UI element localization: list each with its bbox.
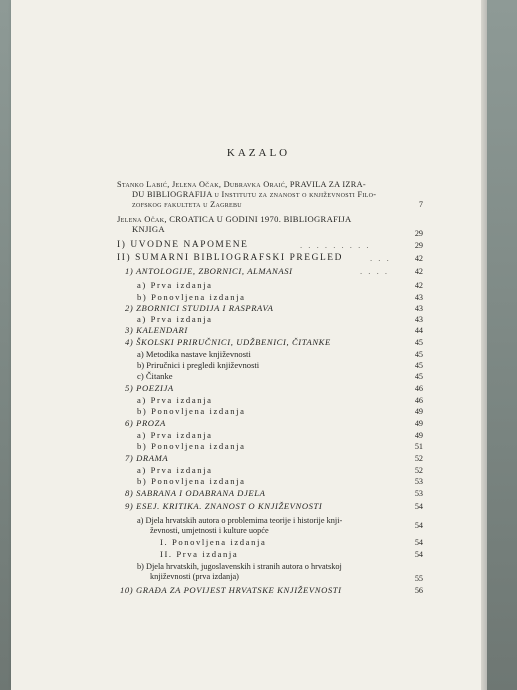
toc-item-line: književnosti (prva izdanja) [150,572,239,581]
toc-entry-line: KNJIGA [132,224,165,234]
toc-section: I) UVODNE NAPOMENE [117,240,249,250]
toc-page-number: 54 [414,502,423,511]
toc-leader: . . . . . . . . . [300,240,371,250]
toc-item: a) Prva izdanja [137,314,213,324]
toc-page-number: 54 [414,538,423,547]
toc-subsection: 10) GRAĐA ZA POVIJEST HRVATSKE KNJIŽEVNOSTI [120,585,342,595]
toc-section: II) SUMARNI BIBLIOGRAFSKI PREGLED [117,253,343,263]
toc-subsection: 1) ANTOLOGIJE, ZBORNICI, ALMANASI [125,266,293,276]
toc-item: b) Ponovljena izdanja [137,292,246,302]
toc-subsection: 6) PROZA [125,418,166,428]
toc-page-number: 42 [414,281,423,290]
toc-entry-line: Jelena Očak, CROATICA U GODINI 1970. BIBLIOGRAFIJA [117,214,352,224]
toc-page-number: 7 [418,200,423,209]
toc-page-number: 49 [414,431,423,440]
toc-item: a) Prva izdanja [137,430,213,440]
toc-page-number: 43 [414,304,423,313]
toc-page-number: 54 [414,521,423,530]
toc-item-line: ževnosti, umjetnosti i kulture uopće [150,526,269,535]
toc-subsection: 2) ZBORNICI STUDIJA I RASPRAVA [125,303,274,313]
toc-page-number: 51 [414,442,423,451]
toc-page-number: 54 [414,550,423,559]
toc-page-number: 29 [414,229,423,238]
toc-page-number: 45 [414,361,423,370]
toc-page-number: 55 [414,574,423,583]
toc-entry-line: DU BIBLIOGRAFIJA u Institutu za znanost o književnosti Filo- [132,190,377,199]
toc-page-number: 49 [414,407,423,416]
toc-page-number: 44 [414,326,423,335]
toc-entry-line: Stanko Labić, Jelena Očak, Dubravka Oraić, PRAVILA ZA IZRA- [117,180,366,189]
toc-subsection: 4) ŠKOLSKI PRIRUČNICI, UDŽBENICI, ČITANKE [125,337,331,347]
toc-subsection: 3) KALENDARI [125,325,188,335]
toc-page-number: 53 [414,477,423,486]
page-stack-edge [481,0,487,690]
toc-subsection: 9) ESEJ. KRITIKA. ZNANOST O KNJIŽEVNOSTI [125,501,323,511]
toc-leader: . . . [370,253,391,263]
toc-item: a) Metodika nastave književnosti [137,349,251,359]
toc-item: c) Čitanke [137,371,173,381]
toc-page-number: 43 [414,315,423,324]
toc-page-number: 52 [414,454,423,463]
toc-page-number: 45 [414,350,423,359]
toc-item-line: a) Djela hrvatskih autora o problemima teorije i historije knji- [137,516,343,525]
toc-page-number: 45 [414,338,423,347]
toc-page-number: 42 [414,254,423,263]
toc-subsection: 7) DRAMA [125,453,169,463]
page-title: KAZALO [226,147,291,159]
toc-page-number: 43 [414,293,423,302]
toc-page-number: 42 [414,267,423,276]
toc-item: b) Priručnici i pregledi književnosti [137,360,260,370]
toc-item: a) Prva izdanja [137,280,213,290]
toc-item: II. Prva izdanja [160,549,239,559]
toc-page-number: 46 [414,396,423,405]
toc-subsection: 8) SABRANA I ODABRANA DJELA [125,488,266,498]
toc-item: b) Ponovljena izdanja [137,441,246,451]
toc-page-number: 46 [414,384,423,393]
toc-page-number: 49 [414,419,423,428]
toc-page-number: 45 [414,372,423,381]
toc-item: a) Prva izdanja [137,465,213,475]
toc-page-number: 53 [414,489,423,498]
toc-entry-line: zofskog fakulteta u Zagrebu [132,200,242,209]
toc-page-number: 29 [414,241,423,250]
toc-item: b) Ponovljena izdanja [137,406,246,416]
toc-item: I. Ponovljena izdanja [160,537,267,547]
toc-page-number: 56 [414,586,423,595]
toc-item: a) Prva izdanja [137,395,213,405]
toc-item: b) Ponovljena izdanja [137,476,246,486]
toc-item-line: b) Djela hrvatskih, jugoslavenskih i stranih autora o hrvatskoj [137,562,342,571]
toc-leader: . . . . [360,266,390,276]
toc-subsection: 5) POEZIJA [125,383,174,393]
toc-page-number: 52 [414,466,423,475]
